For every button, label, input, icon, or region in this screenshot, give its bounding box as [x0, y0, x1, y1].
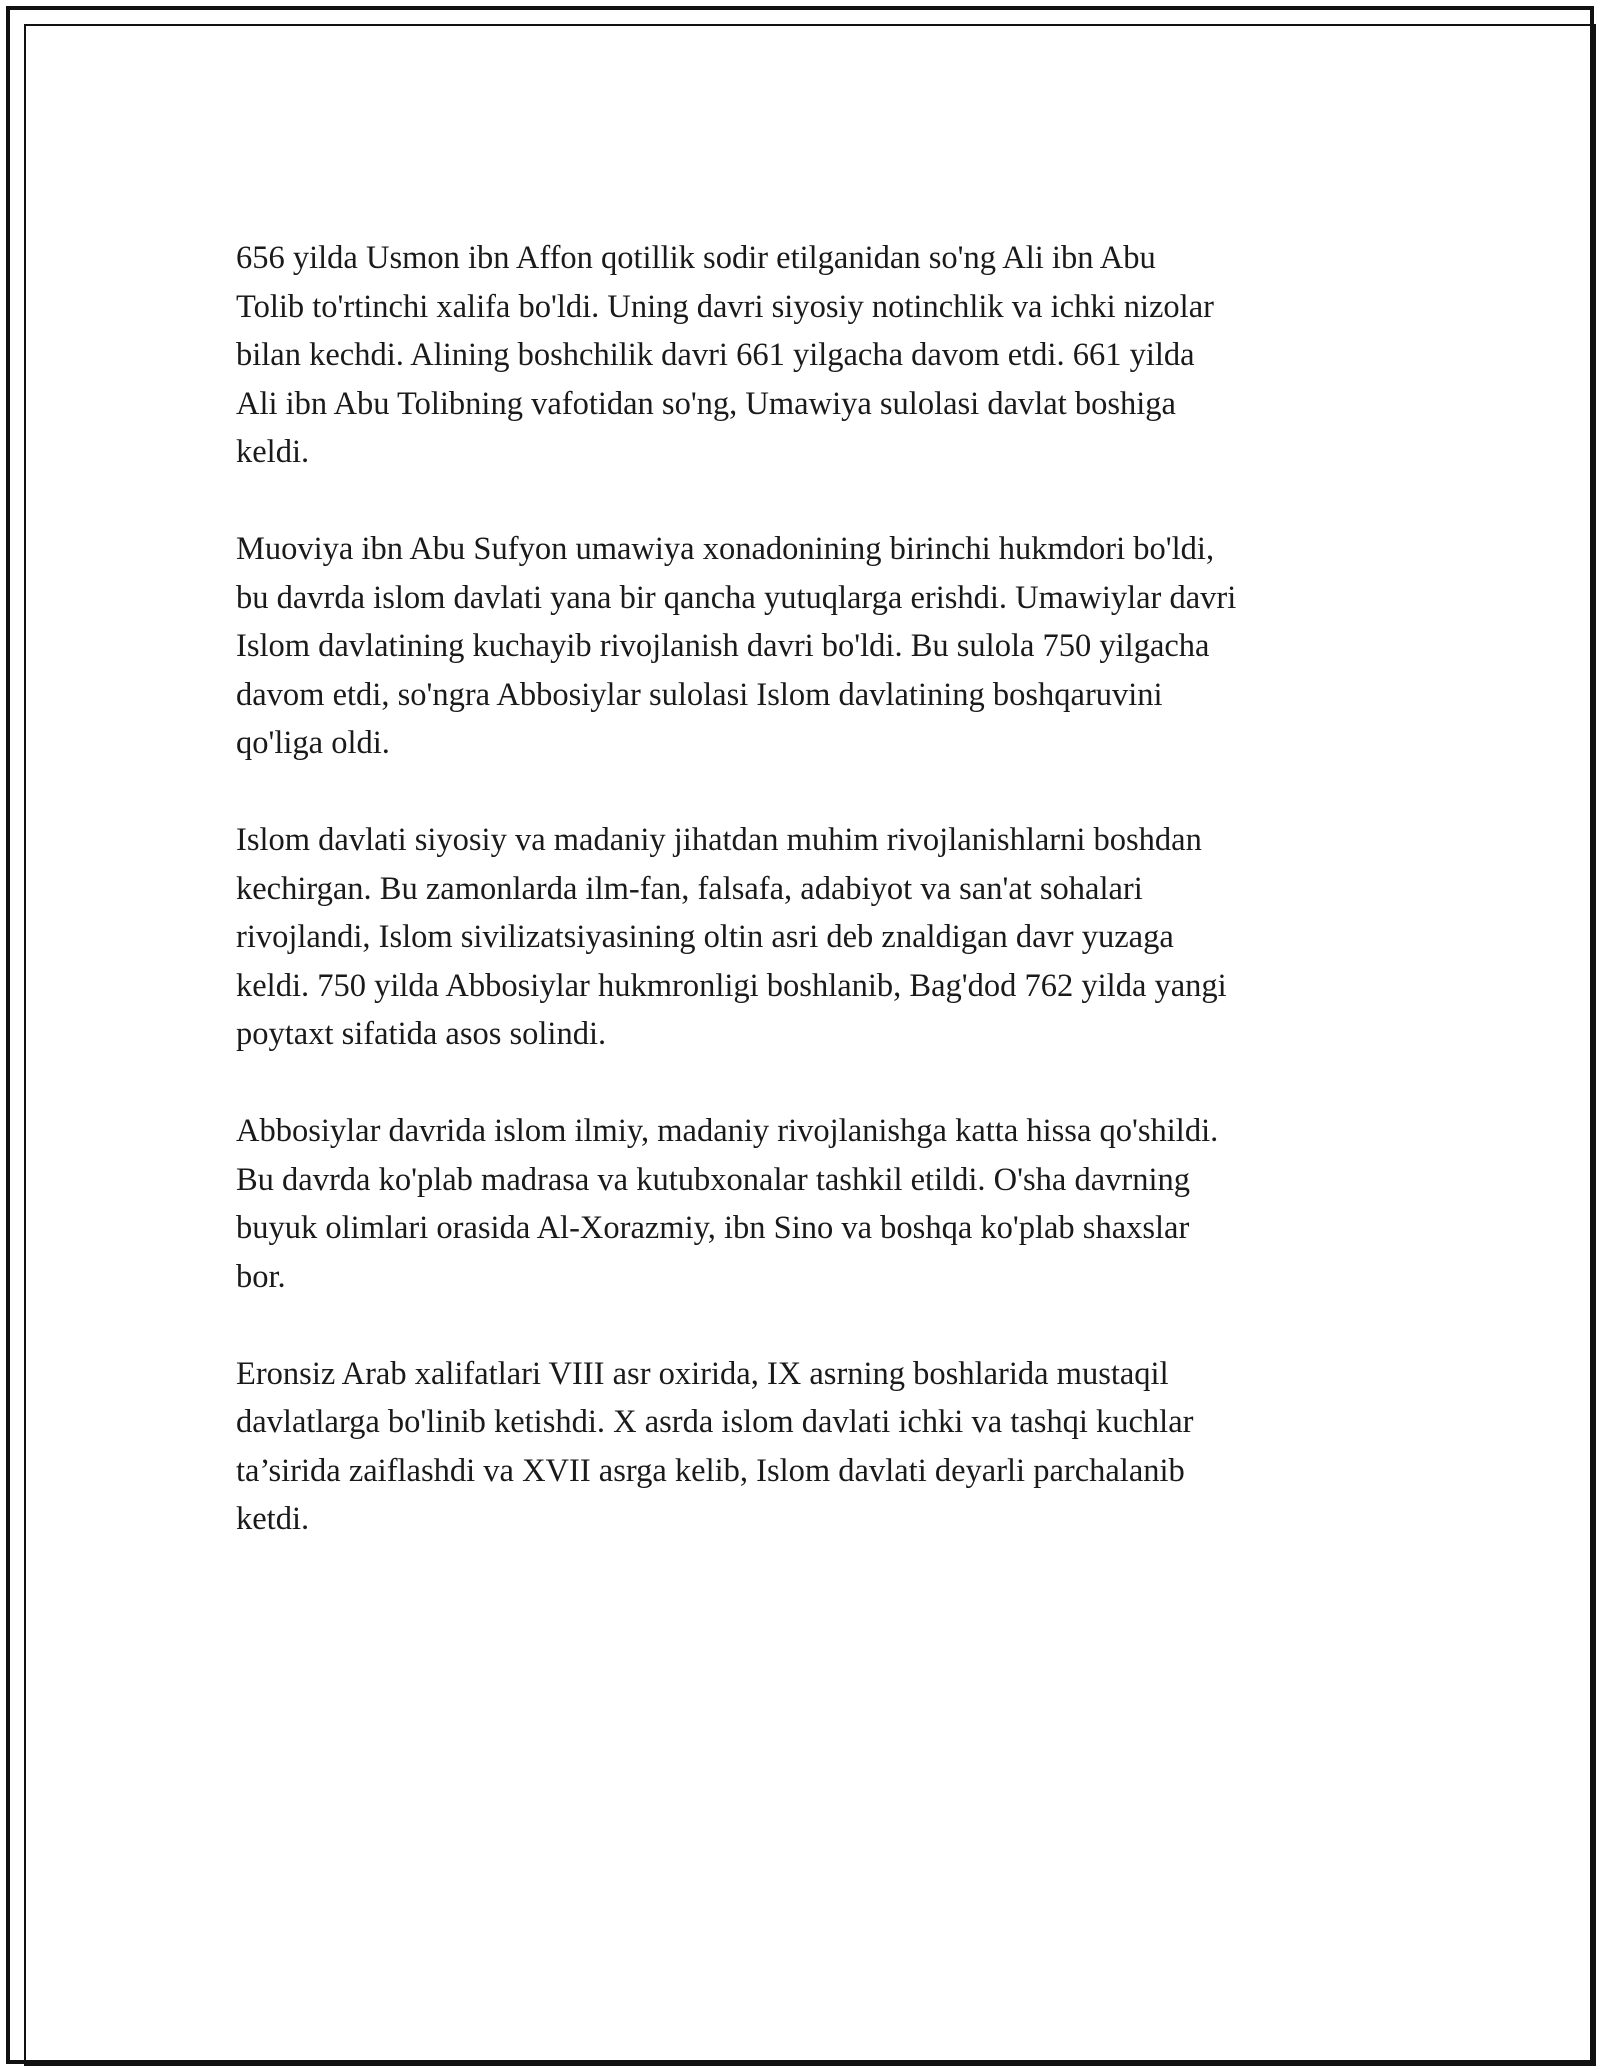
text-line: Abbosiylar davrida islom ilmiy, madaniy rivojlanishga katta hissa qo'shildi. — [236, 1113, 1219, 1149]
text-line: Muoviya ibn Abu Sufyon umawiya xonadonining birinchi hukmdori bo'ldi, — [236, 531, 1215, 567]
text-line: Islom davlatining kuchayib rivojlanish davri bo'ldi. Bu sulola 750 yilgacha — [236, 628, 1210, 664]
text-line: davlatlarga bo'linib ketishdi. X asrda islom davlati ichki va tashqi kuchlar — [236, 1404, 1194, 1440]
paragraph-2 — [236, 525, 1376, 768]
text-line: Eronsiz Arab xalifatlari VIII asr oxirida, IX asrning boshlarida mustaqil — [236, 1355, 1169, 1392]
paragraph-1 — [236, 234, 1376, 477]
text-line: bilan kechdi. Alining boshchilik davri 661 yilgacha davom etdi. 661 yilda — [236, 337, 1195, 373]
text-line: ta’sirida zaiflashdi va XVII asrga kelib, Islom davlati deyarli parchalanib — [236, 1452, 1185, 1489]
text-line: qo'liga oldi. — [236, 725, 390, 761]
text-line: buyuk olimlari orasida Al-Xorazmiy, ibn Sino va boshqa ko'plab shaxslar — [236, 1210, 1190, 1246]
text-line: Tolib to'rtinchi xalifa bo'ldi. Uning davri siyosiy notinchlik va ichki nizolar — [236, 288, 1214, 325]
text-line: 656 yilda Usmon ibn Affon qotillik sodir etilganidan so'ng Ali ibn Abu — [236, 240, 1156, 276]
paragraph-4 — [236, 1107, 1376, 1301]
text-line: keldi. 750 yilda Abbosiylar hukmronligi boshlanib, Bag'dod 762 yilda yangi — [236, 967, 1227, 1004]
paragraph-5 — [236, 1350, 1376, 1544]
text-line: Ali ibn Abu Tolibning vafotidan so'ng, Umawiya sulolasi davlat boshiga — [236, 385, 1176, 422]
text-line: Islom davlati siyosiy va madaniy jihatdan muhim rivojlanishlarni boshdan — [236, 822, 1202, 858]
text-line: keldi. — [236, 434, 310, 470]
text-line: poytaxt sifatida asos solindi. — [236, 1016, 607, 1052]
text-line: ketdi. — [236, 1501, 310, 1537]
text-line: kechirgan. Bu zamonlarda ilm-fan, falsafa, adabiyot va san'at sohalari — [236, 870, 1143, 907]
text-line: davom etdi, so'ngra Abbosiylar sulolasi Islom davlatining boshqaruvini — [236, 676, 1163, 713]
paragraph-3 — [236, 816, 1376, 1059]
text-line: bor. — [236, 1258, 286, 1295]
document-body — [236, 234, 1376, 1544]
text-line: bu davrda islom davlati yana bir qancha yutuqlarga erishdi. Umawiylar davri — [236, 579, 1237, 616]
text-line: Bu davrda ko'plab madrasa va kutubxonalar tashkil etildi. O'sha davrning — [236, 1161, 1190, 1198]
text-line: rivojlandi, Islom sivilizatsiyasining oltin asri deb znaldigan davr yuzaga — [236, 919, 1174, 955]
